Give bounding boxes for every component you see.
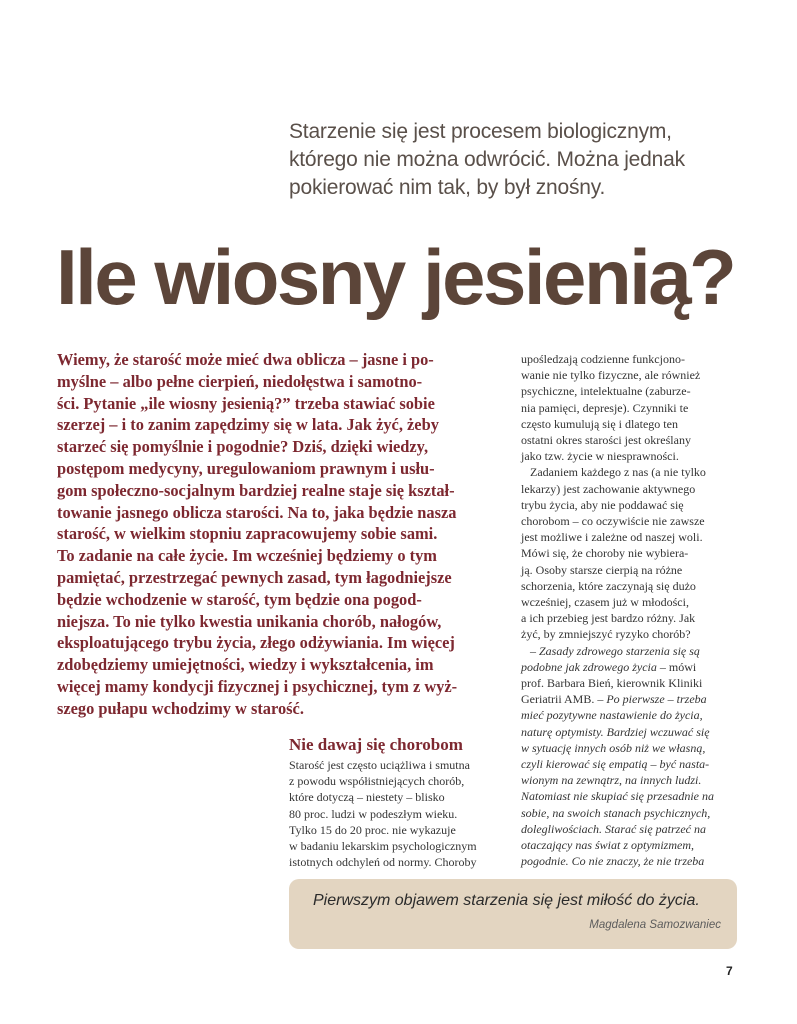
body-line: wanie nie tylko fizyczne, ale również (521, 368, 701, 383)
body-column-3 (521, 351, 751, 870)
intro-paragraph (57, 349, 497, 720)
pull-quote-text: Pierwszym objawem starzenia się jest miłość do życia. (313, 892, 700, 909)
quote-line (521, 853, 751, 869)
intro-line: szego pułapu wchodzimy w starość. (57, 698, 304, 718)
lead-paragraph (289, 118, 729, 202)
quote-line (521, 788, 751, 804)
quote-normal: prof. Barbara Bień, kierownik Kliniki (521, 676, 703, 691)
page-number: 7 (726, 964, 733, 978)
quote-line (521, 675, 751, 691)
intro-line: będzie wchodzenie w starość, tym będzie ona pogod- (57, 589, 422, 609)
intro-line: postępom medycyny, uregulowaniom prawnym i usłu- (57, 458, 435, 478)
intro-line: towanie jasnego oblicza starości. Na to, jaka będzie nasza (57, 502, 457, 522)
body-line: upośledzają codzienne funkcjono- (521, 352, 685, 366)
quote-italic: w sytuację innych osób niż we własną, (521, 740, 706, 755)
quote-italic: dolegliwościach. Starać się patrzeć na (521, 821, 706, 836)
quote-line (521, 837, 751, 853)
quote-italic: pogodnie. Co nie znaczy, że nie trzeba (521, 854, 705, 869)
intro-line: myślne – albo pełne cierpień, niedołęstwa i samotno- (57, 371, 423, 391)
quote-italic: Natomiast nie skupiać się przesadnie na (521, 789, 714, 804)
quote-italic: mieć pozytywne nastawienie do życia, (521, 708, 703, 723)
intro-line: To zadanie na całe życie. Im wcześniej będziemy o tym (57, 546, 437, 566)
body-line: psychiczne, intelektualne (zaburze- (521, 384, 691, 399)
body-column-2 (289, 757, 509, 870)
quote-italic: – Zasady zdrowego starzenia się są (521, 643, 700, 658)
body-line: w badaniu lekarskim psychologicznym (289, 839, 477, 854)
intro-line: zdobędziemy umiejętności, wiedzy i wykształcenia, im (57, 655, 434, 675)
intro-line: starość, w wielkim stopniu zapracowujemy sobie sami. (57, 524, 438, 544)
body-line: Starość jest często uciążliwa i smutna (289, 758, 470, 772)
body-line: jest możliwe i zależne od naszej woli. (521, 530, 703, 545)
body-line: schorzenia, które zaczynają się dużo (521, 578, 696, 593)
body-line: 80 proc. ludzi w podeszłym wieku. (289, 806, 458, 821)
quote-line (521, 659, 751, 675)
quote-italic: wionym na zewnątrz, na innych ludzi. (521, 773, 702, 788)
intro-line: Wiemy, że starość może mieć dwa oblicza – jasne i po- (57, 350, 434, 369)
body-line: jako tzw. życie w niesprawności. (521, 449, 679, 464)
body-line: żyć, by zmniejszyć ryzyko chorób? (521, 627, 691, 642)
section-heading: Nie dawaj się chorobom (289, 735, 463, 754)
lead-line: którego nie można odwrócić. Można jednak (289, 148, 685, 171)
lead-line: pokierować nim tak, by był znośny. (289, 176, 606, 199)
intro-line: szerzej – i to zanim zapędzimy się w lata. Jak żyć, żeby (57, 415, 439, 435)
body-line: trybu życia, aby nie poddawać się (521, 497, 684, 512)
quote-italic: sobie, na swoich stanach psychicznych, (521, 805, 711, 820)
quote-line (521, 821, 751, 837)
body-line: które dotyczą – niestety – blisko (289, 790, 445, 805)
pull-quote-author: Magdalena Samozwaniec (589, 919, 721, 931)
quote-italic: podobne jak zdrowego życia (521, 659, 657, 674)
quote-line (521, 643, 751, 659)
intro-line: starzeć się pomyślnie i pogodnie? Dziś, dzięki wiedzy, (57, 437, 429, 457)
intro-line: pamiętać, przestrzegać pewnych zasad, tym łagodniejsze (57, 567, 452, 587)
quote-line (521, 707, 751, 723)
body-line: Tylko 15 do 20 proc. nie wykazuje (289, 822, 456, 837)
intro-line: gom społeczno-socjalnym bardziej realne staje się kształ- (57, 480, 455, 500)
pull-quote-box (289, 879, 737, 949)
article-title: Ile wiosny jesienią? (56, 233, 735, 321)
quote-normal: – mówi (656, 659, 697, 674)
body-line: a ich przebieg jest bardzo różny. Jak (521, 611, 696, 626)
intro-line: eksploatującego trybu życia, złego odżywiania. Im więcej (57, 633, 455, 653)
quote-normal: Geriatrii AMB. – (521, 692, 607, 707)
intro-line: więcej mamy kondycji fizycznej i psychicznej, tym z wyż- (57, 676, 458, 696)
quote-line (521, 724, 751, 740)
quote-line (521, 756, 751, 772)
body-line: chorobom – co oczywiście nie zawsze (521, 514, 705, 529)
quote-italic: czyli kierować się empatią – być nasta- (521, 757, 710, 772)
intro-line: ści. Pytanie „ile wiosny jesienią?” trzeba stawiać sobie (57, 393, 435, 413)
quote-line (521, 691, 751, 707)
body-line: Zadaniem każdego z nas (a nie tylko (521, 465, 706, 480)
body-line: Mówi się, że choroby nie wybiera- (521, 546, 689, 561)
quote-italic: otaczający nas świat z optymizmem, (521, 838, 694, 853)
body-line: wcześniej, czasem już w młodości, (521, 595, 689, 610)
body-line: często kumulują się i dlatego ten (521, 416, 678, 431)
body-line: lekarzy) jest zachowanie aktywnego (521, 481, 696, 496)
intro-line: niejsza. To nie tylko kwestia unikania chorób, nałogów, (57, 611, 442, 631)
quote-italic: naturę optymisty. Bardziej wczuwać się (521, 724, 710, 739)
body-line: z powodu współistniejących chorób, (289, 774, 465, 789)
quote-italic: Po pierwsze – trzeba (606, 692, 707, 707)
quote-line (521, 805, 751, 821)
quote-line (521, 772, 751, 788)
body-line: istotnych odchyleń od normy. Choroby (289, 855, 477, 870)
body-line: ostatni okres starości jest określany (521, 433, 691, 448)
body-line: ją. Osoby starsze cierpią na różne (521, 562, 683, 577)
body-line: nia pamięci, depresje). Czynniki te (521, 400, 689, 415)
quote-line (521, 740, 751, 756)
lead-line: Starzenie się jest procesem biologicznym, (289, 120, 672, 143)
